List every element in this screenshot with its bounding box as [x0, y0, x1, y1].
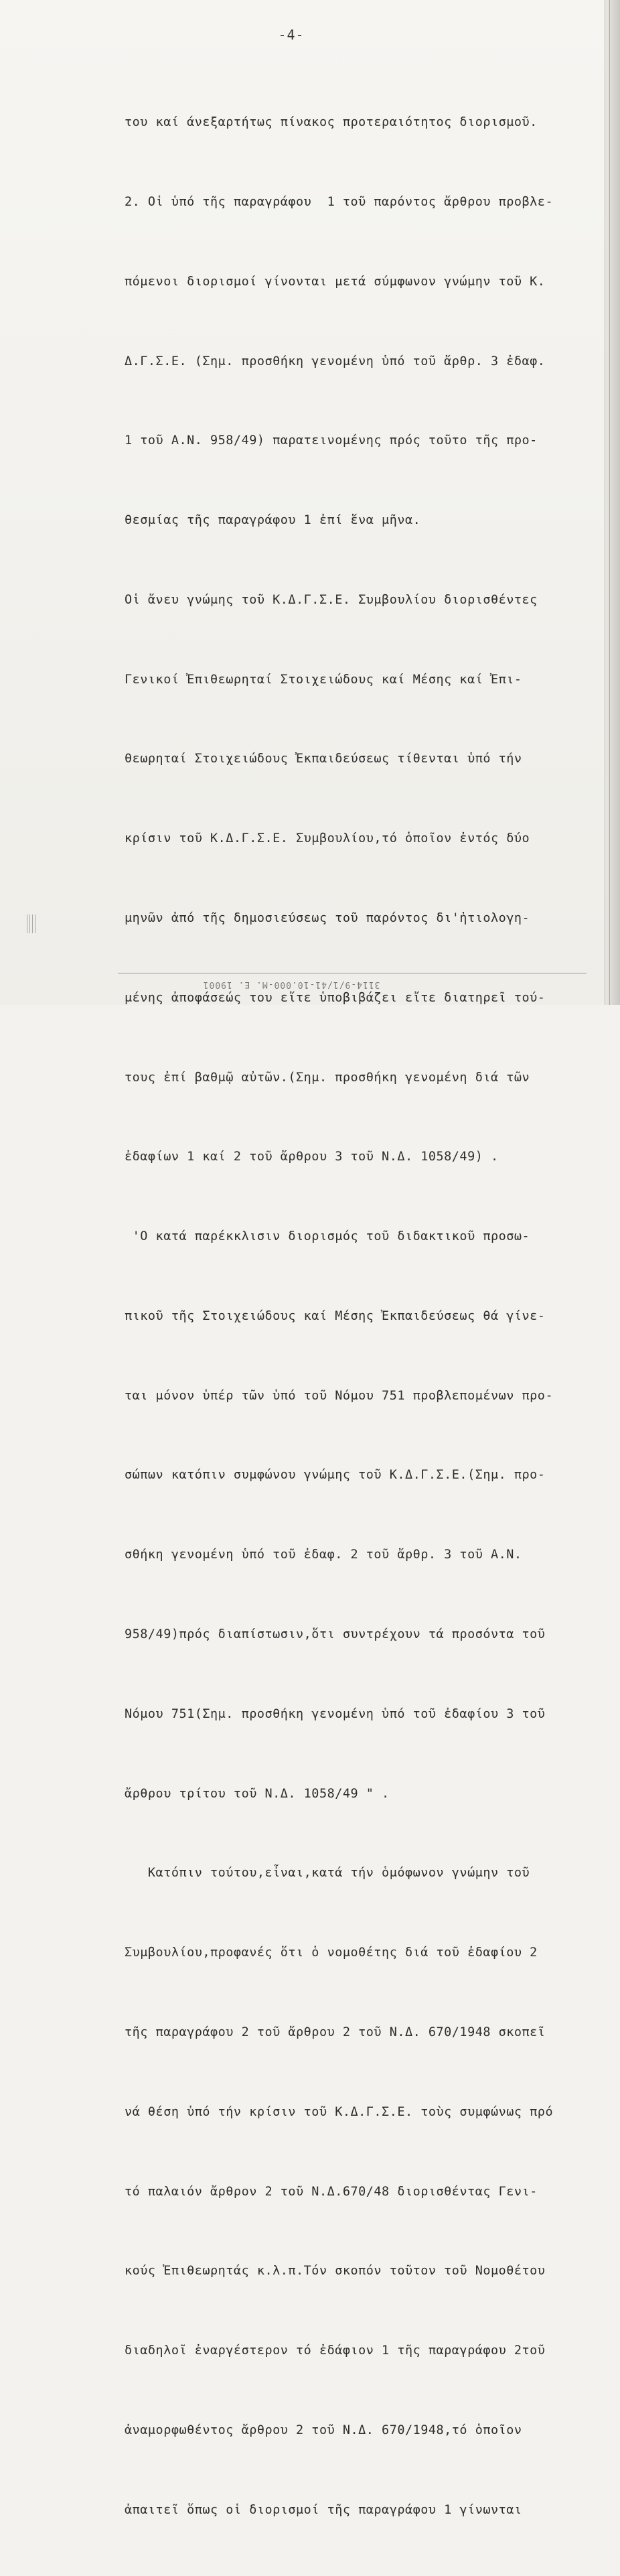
text-line: ἀπαιτεῖ ὅπως οἱ διορισμοί τῆς παραγράφου 1 γίνωνται: [125, 2502, 522, 2517]
page-binding-edge: [605, 0, 620, 1005]
text-line: κρίσιν τοῦ Κ.Δ.Γ.Σ.Ε. Συμβουλίου,τό ὁποῖον ἐντός δύο: [125, 831, 530, 846]
page-number: -4-: [278, 27, 305, 43]
printer-stamp: 3114-9/1/41-10.000-Μ. Ε. 19001: [202, 979, 380, 990]
text-line: ἄρθρου τρίτου τοῦ Ν.Δ. 1058/49 " .: [125, 1786, 390, 1801]
text-line: 958/49)πρός διαπίστωσιν,ὅτι συντρέχουν τά προσόντα τοῦ: [125, 1627, 546, 1642]
text-line: Κατόπιν τούτου,εἶναι,κατά τήν ὁμόφωνον γνώμην τοῦ: [125, 1866, 530, 1881]
text-line: θεσμίας τῆς παραγράφου 1 ἐπί ἕνα μῆνα.: [125, 513, 421, 528]
margin-marks: [27, 914, 37, 933]
text-line: πικοῦ τῆς Στοιχειώδους καί Μέσης Ἐκπαιδεύσεως θά γίνε-: [125, 1308, 546, 1323]
text-line: πόμενοι διορισμοί γίνονται μετά σύμφωνον γνώμην τοῦ Κ.: [125, 274, 546, 289]
text-line: 2. Οἱ ὑπό τῆς παραγράφου 1 τοῦ παρόντος ἄρθρου προβλε-: [125, 194, 554, 209]
text-line: κούς Ἐπιθεωρητάς κ.λ.π.Τόν σκοπόν τοῦτον τοῦ Νομοθέτου: [125, 2264, 546, 2279]
text-line: διαδηλοῖ ἐναργέστερον τό ἐδάφιον 1 τῆς παραγράφου 2τοῦ: [125, 2344, 546, 2358]
text-line: Οἱ ἄνευ γνώμης τοῦ Κ.Δ.Γ.Σ.Ε. Συμβουλίου διορισθέντες: [125, 592, 538, 607]
document-body: [125, 56, 587, 2576]
text-line: θεωρηταί Στοιχειώδους Ἐκπαιδεύσεως τίθενται ὑπό τήν: [125, 752, 522, 766]
text-line: Δ.Γ.Σ.Ε. (Σημ. προσθήκη γενομένη ὑπό τοῦ ἄρθρ. 3 ἐδαφ.: [125, 354, 546, 368]
text-line: τῆς παραγράφου 2 τοῦ ἄρθρου 2 τοῦ Ν.Δ. 670/1948 σκοπεῖ: [125, 2025, 546, 2039]
text-line: σθήκη γενομένη ὑπό τοῦ ἐδαφ. 2 τοῦ ἄρθρ. 3 τοῦ Α.Ν.: [125, 1548, 522, 1562]
text-line: Νόμου 751(Σημ. προσθήκη γενομένη ὑπό τοῦ ἐδαφίου 3 τοῦ: [125, 1706, 546, 1721]
text-line: μηνῶν ἀπό τῆς δημοσιεύσεως τοῦ παρόντος δι'ἠτιολογη-: [125, 911, 530, 925]
text-line: ται μόνον ὑπέρ τῶν ὑπό τοῦ Νόμου 751 προβλεπομένων προ-: [125, 1388, 554, 1403]
text-line: τους ἐπί βαθμῷ αὐτῶν.(Σημ. προσθήκη γενομένη διά τῶν: [125, 1070, 530, 1085]
text-line: ἀναμορφωθέντος ἄρθρου 2 τοῦ Ν.Δ. 670/1948,τό ὁποῖον: [125, 2423, 522, 2437]
text-line: μένης ἀποφάσεώς του εἴτε ὑποβιβάζει εἴτε διατηρεῖ τού-: [125, 990, 546, 1005]
text-line: σώπων κατόπιν συμφώνου γνώμης τοῦ Κ.Δ.Γ.Σ.Ε.(Σημ. προ-: [125, 1468, 546, 1483]
text-line: ἐδαφίων 1 καί 2 τοῦ ἄρθρου 3 τοῦ Ν.Δ. 1058/49) .: [125, 1150, 499, 1164]
text-line: 'Ο κατά παρέκκλισιν διορισμός τοῦ διδακτικοῦ προσω-: [125, 1229, 530, 1244]
text-line: Συμβουλίου,προφανές ὅτι ὁ νομοθέτης διά τοῦ ἐδαφίου 2: [125, 1946, 538, 1960]
text-line: Γενικοί Ἐπιθεωρηταί Στοιχειώδους καί Μέσης καί Ἐπι-: [125, 672, 522, 687]
text-line: 1 τοῦ Α.Ν. 958/49) παρατεινομένης πρός τοῦτο τῆς προ-: [125, 433, 538, 448]
text-line: τό παλαιόν ἄρθρον 2 τοῦ Ν.Δ.670/48 διορισθέντας Γενι-: [125, 2184, 538, 2199]
text-line: νά θέση ὑπό τήν κρίσιν τοῦ Κ.Δ.Γ.Σ.Ε. τοὺς συμφώνως πρό: [125, 2104, 554, 2119]
text-line: του καί άνεξαρτήτως πίνακος προτεραιότητος διορισμοῦ.: [125, 115, 538, 130]
